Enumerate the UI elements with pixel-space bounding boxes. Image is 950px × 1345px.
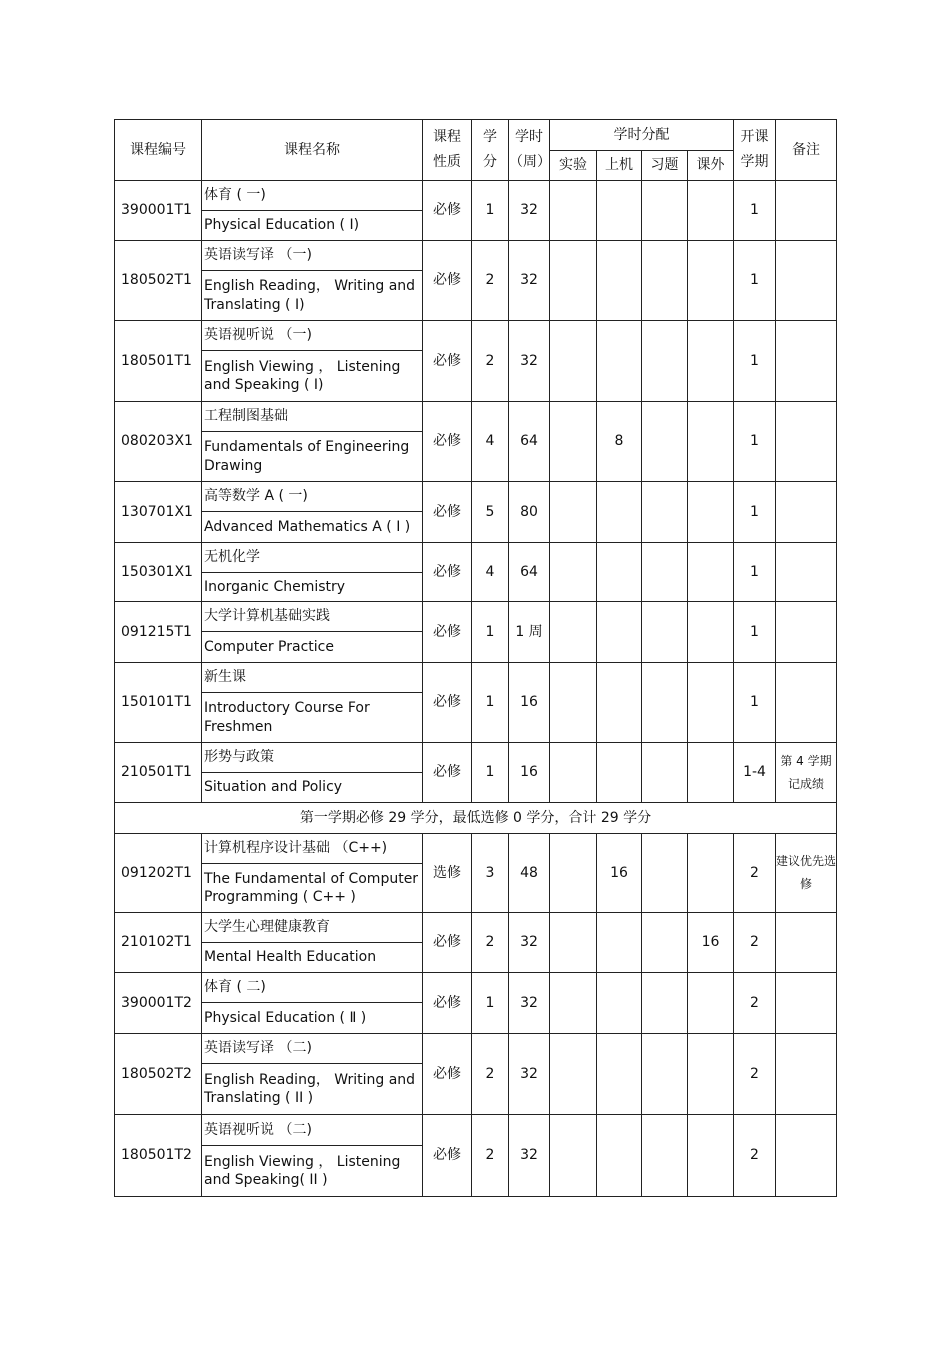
hours-lab [550,321,597,402]
course-type: 必修 [423,321,472,402]
header-type: 课程 性质 [423,120,472,181]
semester-summary: 第一学期必修 29 学分，最低选修 0 学分，合计 29 学分 [115,803,837,834]
course-code: 210501T1 [115,743,202,803]
course-hours: 80 [509,482,550,543]
course-code: 210102T1 [115,913,202,973]
course-code: 150301X1 [115,543,202,602]
course-remark [776,321,837,402]
hours-computer [597,743,642,803]
course-credits: 2 [472,913,509,973]
course-remark [776,913,837,973]
hours-lab [550,402,597,482]
course-code: 180501T1 [115,321,202,402]
course-hours: 1 周 [509,602,550,663]
hours-computer [597,1115,642,1197]
course-credits: 1 [472,663,509,743]
course-name-cn: 英语读写译 （二) [202,1034,423,1064]
course-name-cn: 高等数学 A ( 一) [202,482,423,512]
header-computer: 上机 [597,151,642,181]
course-code: 180502T1 [115,241,202,321]
course-remark: 建议优先选修 [776,834,837,913]
table-row [115,321,837,351]
hours-computer [597,973,642,1034]
course-hours: 32 [509,241,550,321]
table-row [115,1034,837,1064]
hours-extracurricular [688,482,734,543]
course-semester: 2 [734,834,776,913]
course-type: 选修 [423,834,472,913]
header-semester: 开课 学期 [734,120,776,181]
course-name-cn: 英语视听说 （二) [202,1115,423,1146]
course-remark [776,602,837,663]
hours-extracurricular [688,834,734,913]
hours-lab [550,482,597,543]
course-name-cn: 体育 ( 二) [202,973,423,1003]
header-distribution: 学时分配 [550,120,734,151]
course-hours: 48 [509,834,550,913]
course-name-en: Situation and Policy [202,773,423,803]
course-type: 必修 [423,1115,472,1197]
hours-extracurricular [688,543,734,602]
course-type: 必修 [423,402,472,482]
hours-extracurricular [688,241,734,321]
course-type: 必修 [423,743,472,803]
hours-lab [550,663,597,743]
header-extracurricular: 课外 [688,151,734,181]
course-remark [776,402,837,482]
hours-exercise [642,973,688,1034]
course-hours: 32 [509,1115,550,1197]
hours-exercise [642,913,688,973]
header-name: 课程名称 [202,120,423,181]
course-type: 必修 [423,482,472,543]
course-name-en: Fundamentals of Engineering Drawing [202,432,423,482]
table-row [115,181,837,211]
hours-lab [550,1115,597,1197]
course-name-cn: 大学计算机基础实践 [202,602,423,632]
course-credits: 4 [472,543,509,602]
table-row [115,402,837,432]
course-semester: 1-4 [734,743,776,803]
course-hours: 64 [509,402,550,482]
hours-lab [550,602,597,663]
course-code: 390001T2 [115,973,202,1034]
hours-extracurricular [688,1115,734,1197]
course-name-en: Mental Health Education [202,943,423,973]
course-semester: 1 [734,402,776,482]
course-credits: 2 [472,321,509,402]
course-semester: 2 [734,1115,776,1197]
hours-exercise [642,834,688,913]
table-row [115,973,837,1003]
course-remark [776,543,837,602]
course-credits: 2 [472,1115,509,1197]
course-type: 必修 [423,602,472,663]
course-semester: 1 [734,181,776,241]
hours-extracurricular [688,321,734,402]
course-name-cn: 英语读写译 （一) [202,241,423,271]
course-name-cn: 新生课 [202,663,423,693]
hours-computer [597,663,642,743]
course-name-en: Physical Education ( I) [202,211,423,241]
hours-extracurricular [688,1034,734,1115]
hours-extracurricular [688,743,734,803]
course-name-en: The Fundamental of Computer Programming ( C++ ) [202,864,423,913]
hours-extracurricular: 16 [688,913,734,973]
course-code: 150101T1 [115,663,202,743]
course-type: 必修 [423,241,472,321]
course-name-en: English Viewing ， Listening and Speaking ( I) [202,351,423,402]
header-lab: 实验 [550,151,597,181]
header-hours: 学时 （周） [509,120,550,181]
table-row [115,241,837,271]
course-code: 091202T1 [115,834,202,913]
course-credits: 4 [472,402,509,482]
table-row [115,834,837,864]
course-credits: 1 [472,973,509,1034]
course-remark [776,973,837,1034]
course-name-cn: 无机化学 [202,543,423,573]
course-name-en: Computer Practice [202,632,423,663]
course-semester: 1 [734,663,776,743]
hours-exercise [642,1034,688,1115]
hours-computer [597,482,642,543]
table-row [115,913,837,943]
course-code: 180501T2 [115,1115,202,1197]
hours-exercise [642,543,688,602]
table-row [115,482,837,512]
hours-extracurricular [688,663,734,743]
hours-extracurricular [688,973,734,1034]
header-remark: 备注 [776,120,837,181]
course-code: 180502T2 [115,1034,202,1115]
course-name-cn: 计算机程序设计基础 （C++) [202,834,423,864]
course-semester: 1 [734,602,776,663]
hours-lab [550,1034,597,1115]
hours-exercise [642,663,688,743]
course-name-cn: 英语视听说 （一) [202,321,423,351]
course-credits: 1 [472,743,509,803]
course-type: 必修 [423,973,472,1034]
hours-computer [597,241,642,321]
hours-exercise [642,743,688,803]
course-credits: 2 [472,1034,509,1115]
course-remark: 第 4 学期记成绩 [776,743,837,803]
hours-lab [550,241,597,321]
hours-computer: 16 [597,834,642,913]
course-semester: 2 [734,1034,776,1115]
hours-lab [550,181,597,241]
hours-exercise [642,402,688,482]
hours-computer [597,181,642,241]
hours-exercise [642,241,688,321]
course-name-en: Advanced Mathematics A ( Ⅰ ) [202,512,423,543]
course-type: 必修 [423,1034,472,1115]
hours-extracurricular [688,181,734,241]
course-hours: 32 [509,1034,550,1115]
hours-lab [550,834,597,913]
hours-extracurricular [688,602,734,663]
course-credits: 1 [472,602,509,663]
course-code: 080203X1 [115,402,202,482]
course-semester: 1 [734,321,776,402]
table-row [115,602,837,632]
course-name-en: English Reading， Writing and Translating ( I) [202,271,423,321]
table-row [115,543,837,573]
course-name-en: Physical Education ( Ⅱ ) [202,1003,423,1034]
header-code: 课程编号 [115,120,202,181]
course-semester: 1 [734,241,776,321]
course-credits: 1 [472,181,509,241]
hours-computer [597,543,642,602]
course-code: 091215T1 [115,602,202,663]
table-row [115,1115,837,1146]
header-exercise: 习题 [642,151,688,181]
course-credits: 3 [472,834,509,913]
course-type: 必修 [423,663,472,743]
course-remark [776,1115,837,1197]
course-name-cn: 大学生心理健康教育 [202,913,423,943]
course-hours: 32 [509,321,550,402]
course-type: 必修 [423,913,472,973]
hours-extracurricular [688,402,734,482]
course-name-en: English Viewing ， Listening and Speaking( II ) [202,1146,423,1197]
course-code: 390001T1 [115,181,202,241]
course-type: 必修 [423,181,472,241]
course-hours: 32 [509,913,550,973]
course-hours: 32 [509,973,550,1034]
hours-computer [597,1034,642,1115]
header-row-1 [115,120,837,151]
course-hours: 32 [509,181,550,241]
course-hours: 64 [509,543,550,602]
header-credits: 学 分 [472,120,509,181]
course-code: 130701X1 [115,482,202,543]
hours-computer [597,321,642,402]
table-row [115,743,837,773]
course-table [114,119,837,1197]
hours-lab [550,543,597,602]
hours-exercise [642,602,688,663]
course-remark [776,241,837,321]
hours-computer [597,602,642,663]
hours-exercise [642,321,688,402]
hours-computer: 8 [597,402,642,482]
course-type: 必修 [423,543,472,602]
course-credits: 5 [472,482,509,543]
course-remark [776,663,837,743]
course-name-en: English Reading， Writing and Translating ( II ) [202,1064,423,1115]
course-remark [776,1034,837,1115]
course-semester: 2 [734,913,776,973]
hours-computer [597,913,642,973]
course-name-cn: 工程制图基础 [202,402,423,432]
summary-row [115,803,837,834]
hours-exercise [642,482,688,543]
course-name-cn: 形势与政策 [202,743,423,773]
course-semester: 2 [734,973,776,1034]
hours-exercise [642,1115,688,1197]
hours-exercise [642,181,688,241]
hours-lab [550,913,597,973]
course-hours: 16 [509,743,550,803]
course-name-en: Introductory Course For Freshmen [202,693,423,743]
course-remark [776,181,837,241]
hours-lab [550,743,597,803]
course-credits: 2 [472,241,509,321]
course-name-en: Inorganic Chemistry [202,573,423,602]
hours-lab [550,973,597,1034]
course-remark [776,482,837,543]
table-row [115,663,837,693]
course-semester: 1 [734,543,776,602]
course-hours: 16 [509,663,550,743]
course-name-cn: 体育 ( 一) [202,181,423,211]
course-semester: 1 [734,482,776,543]
